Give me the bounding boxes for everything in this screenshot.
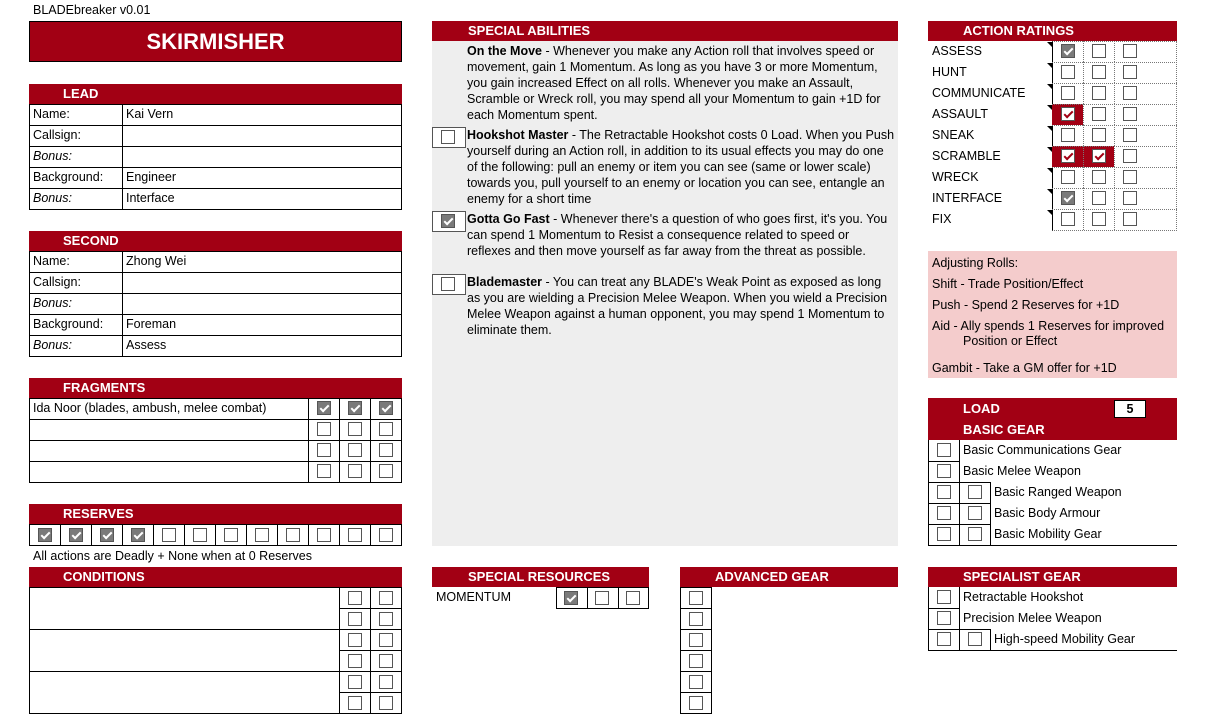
rating-marker — [1047, 210, 1052, 215]
action-name: HUNT — [932, 65, 967, 79]
lead-label: Background: — [33, 170, 104, 184]
col-divider — [959, 524, 960, 545]
row-divider — [29, 671, 402, 672]
col-divider — [1114, 62, 1116, 83]
col-divider — [959, 482, 960, 503]
condition-checkbox[interactable] — [348, 591, 362, 605]
action-rating-checkbox[interactable] — [1123, 191, 1137, 205]
action-rating-checkbox[interactable] — [1061, 107, 1075, 121]
lead-value[interactable]: Interface — [126, 191, 175, 205]
second-label: Background: — [33, 317, 104, 331]
rating-marker — [1047, 63, 1052, 68]
action-rating-checkbox[interactable] — [1092, 170, 1106, 184]
col-divider — [277, 524, 278, 546]
lead-label: Name: — [33, 107, 70, 121]
action-rating-checkbox[interactable] — [1061, 149, 1075, 163]
load-value[interactable]: 5 — [1114, 400, 1146, 418]
condition-checkbox[interactable] — [348, 675, 362, 689]
gear-checkbox[interactable] — [937, 527, 951, 541]
row-divider — [680, 692, 712, 693]
col-divider — [184, 524, 185, 546]
condition-checkbox[interactable] — [348, 696, 362, 710]
rating-marker — [1047, 126, 1052, 131]
reserve-checkbox[interactable] — [131, 528, 145, 542]
ability-name: Gotta Go Fast — [467, 212, 550, 226]
col-divider — [1083, 125, 1085, 146]
row-divider — [928, 524, 990, 525]
specialist-gear-checkbox[interactable] — [968, 632, 982, 646]
gear-checkbox[interactable] — [968, 485, 982, 499]
action-rating-checkbox[interactable] — [1061, 44, 1075, 58]
row-divider — [29, 440, 402, 441]
gear-checkbox[interactable] — [968, 506, 982, 520]
advanced-gear-checkbox[interactable] — [689, 633, 703, 647]
row-divider — [1052, 125, 1177, 126]
lead-label: Callsign: — [33, 128, 81, 142]
gear-name: Basic Melee Weapon — [963, 464, 1081, 478]
advanced-gear-checkbox[interactable] — [689, 654, 703, 668]
specialist-gear-name: Retractable Hookshot — [963, 590, 1084, 604]
gear-name: Basic Communications Gear — [963, 443, 1122, 457]
row-divider — [928, 629, 990, 630]
action-rating-checkbox[interactable] — [1092, 44, 1106, 58]
shift-rule: Shift - Trade Position/Effect — [932, 277, 1084, 291]
action-name: COMMUNICATE — [932, 86, 1026, 100]
specialist-gear-checkbox[interactable] — [937, 590, 951, 604]
col-divider — [1114, 104, 1116, 125]
fragment-checkbox[interactable] — [317, 422, 331, 436]
col-divider — [587, 587, 588, 609]
fragment-checkbox[interactable] — [348, 464, 362, 478]
col-divider — [1114, 41, 1116, 62]
advanced-gear-checkbox[interactable] — [689, 612, 703, 626]
col-divider — [91, 524, 92, 546]
row-divider — [928, 503, 990, 504]
col-divider — [1114, 209, 1116, 230]
gambit-rule: Gambit - Take a GM offer for +1D — [932, 361, 1117, 375]
action-rating-checkbox[interactable] — [1123, 44, 1137, 58]
row-divider — [29, 125, 402, 126]
col-divider — [959, 587, 960, 608]
second-label: Bonus: — [33, 296, 72, 310]
action-name: SNEAK — [932, 128, 975, 142]
col-divider — [618, 587, 619, 609]
app-title: BLADEbreaker v0.01 — [33, 3, 151, 17]
momentum-checkbox[interactable] — [626, 591, 640, 605]
adjusting-rolls-title: Adjusting Rolls: — [932, 256, 1019, 270]
condition-checkbox[interactable] — [379, 633, 393, 647]
reserve-checkbox[interactable] — [38, 528, 52, 542]
ability-text — [467, 274, 895, 338]
action-name: INTERFACE — [932, 191, 1003, 205]
row-divider — [1052, 167, 1177, 168]
col-divider — [60, 524, 61, 546]
second-value[interactable]: Zhong Wei — [126, 254, 187, 268]
second-label: Bonus: — [33, 338, 72, 352]
gear-name: Basic Body Armour — [994, 506, 1101, 520]
col-divider — [1083, 41, 1085, 62]
advanced-gear-header: ADVANCED GEAR — [680, 567, 898, 587]
condition-checkbox[interactable] — [379, 675, 393, 689]
special-abilities-section — [432, 21, 898, 546]
ability-text — [467, 127, 895, 207]
row-divider — [1052, 146, 1177, 147]
lead-value[interactable]: Engineer — [126, 170, 177, 184]
action-rating-checkbox[interactable] — [1123, 65, 1137, 79]
aid-rule-cont: Position or Effect — [963, 334, 1058, 348]
row-divider — [680, 608, 712, 609]
second-table — [29, 251, 402, 357]
row-divider — [928, 482, 990, 483]
col-divider — [1083, 104, 1085, 125]
ability-description: - Whenever you make any Action roll that involves speed or movement, gain 1 Momentum. As long as you have 3 or more Momentum, you gain increased Effect on all rolls. Whenever you make an Assault, Scramble or Wreck roll, you may spend all your Momentum to gain +1D for each Momentum spent. — [467, 44, 881, 122]
lead-label: Bonus: — [33, 149, 72, 163]
row-divider — [928, 608, 959, 609]
advanced-gear-checkbox[interactable] — [689, 591, 703, 605]
gear-checkbox[interactable] — [937, 464, 951, 478]
action-rating-checkbox[interactable] — [1092, 212, 1106, 226]
ability-name: Hookshot Master — [467, 128, 569, 142]
playbook-banner: SKIRMISHER — [29, 21, 402, 62]
row-divider — [29, 146, 402, 147]
col-divider — [1114, 146, 1116, 167]
row-divider — [29, 314, 402, 315]
row-divider — [339, 692, 402, 693]
fragment-checkbox[interactable] — [317, 401, 331, 415]
row-divider — [680, 650, 712, 651]
push-rule: Push - Spend 2 Reserves for +1D — [932, 298, 1120, 312]
action-ratings-header: ACTION RATINGS — [928, 21, 1177, 41]
action-rating-checkbox[interactable] — [1061, 170, 1075, 184]
rating-marker — [1047, 84, 1052, 89]
row-divider — [339, 650, 402, 651]
row-divider — [339, 608, 402, 609]
reserves-header: RESERVES — [29, 504, 402, 524]
row-divider — [1052, 188, 1177, 189]
action-rating-checkbox[interactable] — [1092, 86, 1106, 100]
col-divider — [122, 251, 123, 356]
reserve-checkbox[interactable] — [162, 528, 176, 542]
reserve-checkbox[interactable] — [100, 528, 114, 542]
action-rating-checkbox[interactable] — [1061, 86, 1075, 100]
ability-checkbox[interactable] — [441, 130, 455, 144]
condition-checkbox[interactable] — [379, 654, 393, 668]
second-value[interactable]: Assess — [126, 338, 167, 352]
rating-marker — [1047, 42, 1052, 47]
col-divider — [339, 524, 340, 546]
fragment-checkbox[interactable] — [379, 401, 393, 415]
action-name: FIX — [932, 212, 952, 226]
col-divider — [1083, 209, 1085, 230]
ability-name: On the Move — [467, 44, 543, 58]
action-rating-checkbox[interactable] — [1123, 170, 1137, 184]
lead-value[interactable]: Kai Vern — [126, 107, 174, 121]
col-divider — [370, 524, 371, 546]
col-divider — [1083, 83, 1085, 104]
col-divider — [1083, 167, 1085, 188]
action-rating-checkbox[interactable] — [1061, 191, 1075, 205]
condition-checkbox[interactable] — [348, 654, 362, 668]
fragment-text[interactable]: Ida Noor (blades, ambush, melee combat) — [33, 401, 267, 415]
second-value[interactable]: Foreman — [126, 317, 177, 331]
condition-checkbox[interactable] — [379, 591, 393, 605]
col-divider — [959, 440, 960, 461]
gear-name: Basic Ranged Weapon — [994, 485, 1122, 499]
col-divider — [990, 629, 991, 650]
fragments-header: FRAGMENTS — [29, 378, 402, 398]
condition-checkbox[interactable] — [348, 612, 362, 626]
condition-checkbox[interactable] — [348, 633, 362, 647]
col-divider — [153, 524, 154, 546]
col-divider — [959, 461, 960, 482]
ability-description: - Whenever there's a question of who goes first, it's you. You can spend 1 Momentum to Resist a consequence related to speed or reflexes and then move yourself as far away from the threat as possible. — [467, 212, 888, 258]
gear-checkbox[interactable] — [937, 443, 951, 457]
col-divider — [1114, 167, 1116, 188]
col-divider — [246, 524, 247, 546]
momentum-label: MOMENTUM — [436, 590, 511, 604]
row-divider — [29, 188, 402, 189]
col-divider — [1114, 83, 1116, 104]
action-rating-checkbox[interactable] — [1061, 128, 1075, 142]
col-divider — [1083, 62, 1085, 83]
action-rating-checkbox[interactable] — [1092, 128, 1106, 142]
col-divider — [215, 524, 216, 546]
row-divider — [1052, 83, 1177, 84]
reserve-checkbox[interactable] — [348, 528, 362, 542]
special-abilities-header: SPECIAL ABILITIES — [432, 21, 898, 41]
fragment-checkbox[interactable] — [317, 464, 331, 478]
action-name: ASSESS — [932, 44, 983, 58]
momentum-checkbox[interactable] — [564, 591, 578, 605]
advanced-gear-checkbox[interactable] — [689, 696, 703, 710]
gear-checkbox[interactable] — [937, 485, 951, 499]
fragment-checkbox[interactable] — [379, 422, 393, 436]
fragment-checkbox[interactable] — [348, 401, 362, 415]
col-divider — [959, 608, 960, 629]
row-divider — [29, 461, 402, 462]
reserve-checkbox[interactable] — [193, 528, 207, 542]
action-name: ASSAULT — [932, 107, 989, 121]
specialist-gear-header: SPECIALIST GEAR — [928, 567, 1177, 587]
col-divider — [959, 503, 960, 524]
gear-checkbox[interactable] — [937, 506, 951, 520]
col-divider — [990, 482, 991, 503]
load-label: LOAD — [963, 401, 1000, 416]
row-divider — [29, 167, 402, 168]
lead-table — [29, 104, 402, 210]
action-rating-checkbox[interactable] — [1061, 65, 1075, 79]
adjusting-rolls-panel — [928, 251, 1177, 378]
condition-checkbox[interactable] — [379, 612, 393, 626]
fragment-checkbox[interactable] — [379, 443, 393, 457]
second-label: Callsign: — [33, 275, 81, 289]
ability-checkbox[interactable] — [441, 277, 455, 291]
basic-gear-header: BASIC GEAR — [963, 422, 1045, 437]
ability-description: - You can treat any BLADE's Weak Point as exposed as long as you are wielding a Precision Melee Weapon. When you wield a Precision Melee Weapon against a human opponent, you may spend 1 Momentum to eliminate them. — [467, 275, 888, 337]
row-divider — [1052, 104, 1177, 105]
row-divider — [680, 629, 712, 630]
aid-rule: Aid - Ally spends 1 Reserves for improved — [932, 319, 1165, 333]
reserve-checkbox[interactable] — [286, 528, 300, 542]
action-rating-checkbox[interactable] — [1061, 212, 1075, 226]
row-divider — [928, 461, 959, 462]
col-divider — [1114, 125, 1116, 146]
reserve-checkbox[interactable] — [69, 528, 83, 542]
ability-text — [467, 211, 895, 259]
col-divider — [1083, 188, 1085, 209]
reserves-note: All actions are Deadly + None when at 0 Reserves — [33, 549, 312, 563]
momentum-checkbox[interactable] — [595, 591, 609, 605]
fragment-checkbox[interactable] — [379, 464, 393, 478]
gear-name: Basic Mobility Gear — [994, 527, 1102, 541]
second-label: Name: — [33, 254, 70, 268]
reserve-checkbox[interactable] — [224, 528, 238, 542]
rating-marker — [1047, 189, 1052, 194]
action-name: SCRAMBLE — [932, 149, 1001, 163]
condition-checkbox[interactable] — [379, 696, 393, 710]
conditions-header: CONDITIONS — [29, 567, 402, 587]
specialist-gear-name: High-speed Mobility Gear — [994, 632, 1136, 646]
col-divider — [959, 629, 960, 650]
action-rating-checkbox[interactable] — [1092, 107, 1106, 121]
action-rating-checkbox[interactable] — [1123, 128, 1137, 142]
col-divider — [122, 104, 123, 209]
col-divider — [1114, 188, 1116, 209]
action-name: WRECK — [932, 170, 979, 184]
action-rating-checkbox[interactable] — [1123, 212, 1137, 226]
row-divider — [1052, 62, 1177, 63]
specialist-gear-checkbox[interactable] — [937, 632, 951, 646]
ability-checkbox[interactable] — [441, 214, 455, 228]
ability-name: Blademaster — [467, 275, 543, 289]
action-rating-checkbox[interactable] — [1092, 191, 1106, 205]
row-divider — [29, 272, 402, 273]
action-rating-checkbox[interactable] — [1123, 107, 1137, 121]
col-divider — [990, 503, 991, 524]
ability-text — [467, 43, 895, 123]
ability-description: - The Retractable Hookshot costs 0 Load. When you Push yourself during an Action roll, in addition to its usual effects you may do one of the following: pull an enemy or item you can see (same or lower scale) towards you, pull yourself to an enemy or location you can see, entangle an enemy for a short time — [467, 128, 895, 206]
col-divider — [990, 524, 991, 545]
lead-header: LEAD — [29, 84, 402, 104]
action-rating-checkbox[interactable] — [1123, 86, 1137, 100]
reserve-checkbox[interactable] — [379, 528, 393, 542]
col-divider — [1083, 146, 1085, 167]
rating-marker — [1047, 168, 1052, 173]
second-header: SECOND — [29, 231, 402, 251]
reserve-checkbox[interactable] — [255, 528, 269, 542]
row-divider — [1052, 209, 1177, 210]
action-rating-checkbox[interactable] — [1092, 65, 1106, 79]
specialist-gear-checkbox[interactable] — [937, 611, 951, 625]
col-divider — [308, 524, 309, 546]
specialist-gear-name: Precision Melee Weapon — [963, 611, 1102, 625]
row-divider — [29, 293, 402, 294]
row-divider — [29, 335, 402, 336]
col-divider — [122, 524, 123, 546]
lead-label: Bonus: — [33, 191, 72, 205]
fragment-checkbox[interactable] — [348, 443, 362, 457]
action-rating-checkbox[interactable] — [1123, 149, 1137, 163]
row-divider — [29, 419, 402, 420]
advanced-gear-checkbox[interactable] — [689, 675, 703, 689]
fragment-checkbox[interactable] — [317, 443, 331, 457]
row-divider — [680, 671, 712, 672]
action-rating-checkbox[interactable] — [1092, 149, 1106, 163]
gear-checkbox[interactable] — [968, 527, 982, 541]
reserve-checkbox[interactable] — [317, 528, 331, 542]
special-resources-header: SPECIAL RESOURCES — [432, 567, 649, 587]
fragment-checkbox[interactable] — [348, 422, 362, 436]
row-divider — [29, 629, 402, 630]
